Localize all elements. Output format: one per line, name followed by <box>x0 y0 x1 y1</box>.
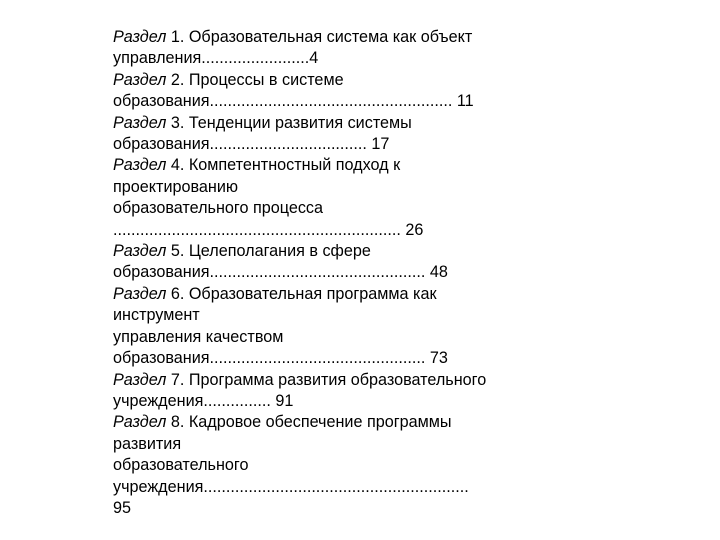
section-word: Раздел <box>113 242 167 261</box>
toc-entry-heading <box>113 370 563 391</box>
toc-line: образовательного <box>113 456 249 475</box>
section-word: Раздел <box>113 70 167 89</box>
toc-line: 1. Образовательная система как объект <box>170 28 473 46</box>
toc-line: развития <box>113 434 182 453</box>
toc-line: образования................................................ 48 <box>113 263 448 282</box>
toc-line: управления качеством <box>113 327 284 346</box>
toc-line: ................................................................ 26 <box>113 220 424 239</box>
toc-entry-8 <box>113 412 563 519</box>
toc-entry-heading <box>113 241 563 262</box>
toc-line: проектированию <box>113 177 239 196</box>
toc-line: образования................................................ 73 <box>113 349 448 368</box>
toc-line: образования................................... 17 <box>113 135 390 154</box>
toc-line: 8. Кадровое обеспечение программы <box>170 413 452 432</box>
table-of-contents <box>113 27 563 519</box>
section-word: Раздел <box>113 156 167 175</box>
toc-line: инструмент <box>113 306 200 325</box>
toc-entry-3 <box>113 113 563 156</box>
toc-line: 5. Целеполагания в сфере <box>170 242 371 261</box>
toc-entry-heading <box>113 113 563 134</box>
toc-line: 95 <box>113 498 132 517</box>
toc-line: 3. Тенденции развития системы <box>170 113 412 132</box>
toc-entry-1 <box>113 27 563 70</box>
toc-entry-heading <box>113 155 563 176</box>
toc-entry-7 <box>113 370 563 413</box>
toc-entry-heading <box>113 412 563 433</box>
toc-entry-heading <box>113 284 563 305</box>
toc-entry-5 <box>113 241 563 284</box>
toc-line: образовательного процесса <box>113 199 324 218</box>
section-word: Раздел <box>113 284 167 303</box>
section-word: Раздел <box>113 370 167 389</box>
toc-line: 6. Образовательная программа как <box>170 284 437 303</box>
toc-line: образования...................................................... 11 <box>113 92 474 111</box>
toc-entry-heading <box>113 70 563 91</box>
toc-line: управления........................4 <box>113 49 319 68</box>
toc-entry-4 <box>113 155 563 241</box>
toc-line: 7. Программа развития образовательного <box>170 370 487 389</box>
section-word: Раздел <box>113 413 167 432</box>
toc-line: учреждения........................................................... <box>113 477 469 496</box>
toc-entry-heading <box>113 27 563 48</box>
toc-entry-6 <box>113 284 563 370</box>
toc-line: 2. Процессы в системе <box>170 70 344 89</box>
toc-entry-2 <box>113 70 563 113</box>
toc-line: учреждения............... 91 <box>113 391 294 410</box>
section-word: Раздел <box>113 113 167 132</box>
toc-line: 4. Компетентностный подход к <box>170 156 401 175</box>
section-word: Раздел <box>113 28 167 46</box>
